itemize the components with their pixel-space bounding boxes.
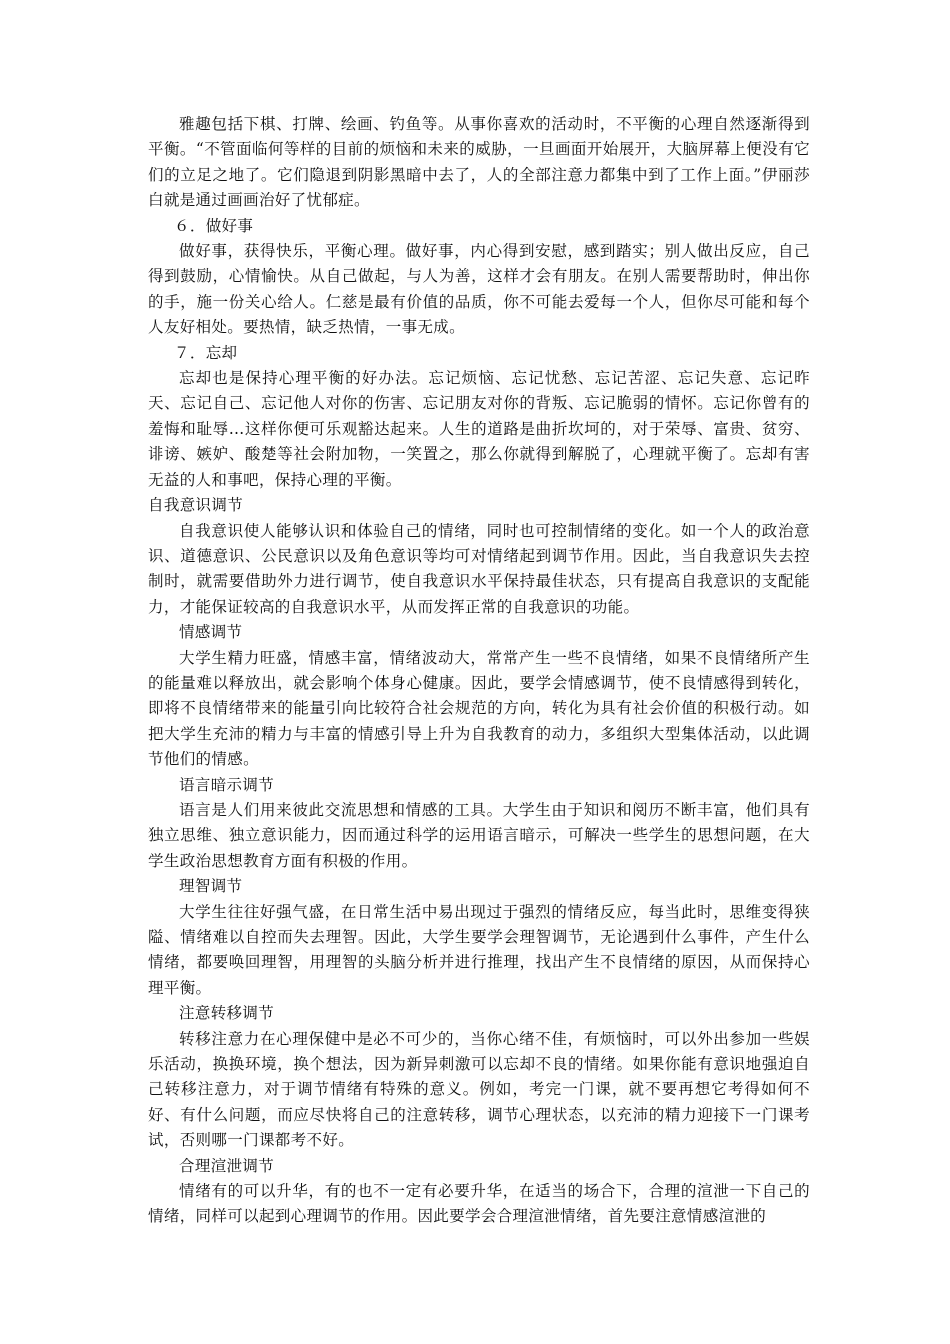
section-heading-attention-shift: 注意转移调节 xyxy=(179,1004,275,1023)
section-heading-emotion: 情感调节 xyxy=(179,623,243,642)
section-heading-self-awareness: 自我意识调节 xyxy=(148,496,244,515)
paragraph-hobbies: 雅趣包括下棋、打牌、绘画、钓鱼等。从事你喜欢的活动时，不平衡的心理自然逐渐得到平衡。“不管面临何等样的目前的烦恼和未来的威胁，一旦画面开始展开，大脑屏幕上便没有它们的立足之地了。它们隐退到阴影黑暗中去了，人的全部注意力都集中到了工作上面。”伊丽莎白就是通过画画治好了忧郁症。 xyxy=(148,115,810,210)
section-heading-forgetting: ７．忘却 xyxy=(174,343,238,362)
paragraph-forgetting: 忘却也是保持心理平衡的好办法。忘记烦恼、忘记忧愁、忘记苦涩、忘记失意、忘记昨天、忘记自己、忘记他人对你的伤害、忘记朋友对你的背叛、忘记脆弱的情怀。忘记你曾有的羞悔和耻辱…这样你便可乐观豁达起来。人生的道路是曲折坎坷的，对于荣辱、富贵、贫穷、诽谤、嫉妒、酸楚等社会附加物，一笑置之，那么你就得到解脱了，心理就平衡了。忘却有害无益的人和事吧，保持心理的平衡。 xyxy=(148,369,810,489)
paragraph-reason: 大学生往往好强气盛，在日常生活中易出现过于强烈的情绪反应，每当此时，思维变得狭隘、情绪难以自控而失去理智。因此，大学生要学会理智调节，无论遇到什么事件，产生什么情绪，都要唤回理智，用理智的头脑分析并进行推理，找出产生不良情绪的原因，从而保持心理平衡。 xyxy=(148,902,810,997)
section-heading-reason: 理智调节 xyxy=(179,877,243,896)
document-page xyxy=(148,112,810,1230)
section-heading-venting: 合理渲泄调节 xyxy=(179,1156,275,1175)
paragraph-good-deeds: 做好事，获得快乐，平衡心理。做好事，内心得到安慰，感到踏实；别人做出反应，自己得到鼓励，心情愉快。从自己做起，与人为善，这样才会有朋友。在别人需要帮助时，伸出你的手，施一份关心给人。仁慈是最有价值的品质，你不可能去爱每一个人，但你尽可能和每个人友好相处。要热情，缺乏热情，一事无成。 xyxy=(148,242,810,337)
section-heading-language-suggestion: 语言暗示调节 xyxy=(179,775,275,794)
paragraph-self-awareness: 自我意识使人能够认识和体验自己的情绪，同时也可控制情绪的变化。如一个人的政治意识、道德意识、公民意识以及角色意识等均可对情绪起到调节作用。因此，当自我意识失去控制时，就需要借助外力进行调节，使自我意识水平保持最佳状态，只有提高自我意识的支配能力，才能保证较高的自我意识水平，从而发挥正常的自我意识的功能。 xyxy=(148,521,810,616)
paragraph-language-suggestion: 语言是人们用来彼此交流思想和情感的工具。大学生由于知识和阅历不断丰富，他们具有独立思维、独立意识能力，因而通过科学的运用语言暗示，可解决一些学生的思想问题，在大学生政治思想教育方面有积极的作用。 xyxy=(148,800,810,870)
section-heading-good-deeds: ６．做好事 xyxy=(174,216,254,235)
paragraph-emotion: 大学生精力旺盛，情感丰富，情绪波动大，常常产生一些不良情绪，如果不良情绪所产生的能量难以释放出，就会影响个体身心健康。因此，要学会情感调节，使不良情感得到转化，即将不良情绪带来的能量引向比较符合社会规范的方向，转化为具有社会价值的积极行动。如把大学生充沛的精力与丰富的情感引导上升为自我教育的动力，多组织大型集体活动，以此调节他们的情感。 xyxy=(148,648,810,769)
paragraph-attention-shift: 转移注意力在心理保健中是必不可少的，当你心绪不佳，有烦恼时，可以外出参加一些娱乐活动，换换环境，换个想法，因为新异刺激可以忘却不良的情绪。如果你能有意识地强迫自己转移注意力，对于调节情绪有特殊的意义。例如，考完一门课，就不要再想它考得如何不好、有什么问题，而应尽快将自己的注意转移，调节心理状态，以充沛的精力迎接下一门课考试，否则哪一门课都考不好。 xyxy=(148,1029,810,1150)
paragraph-venting: 情绪有的可以升华，有的也不一定有必要升华，在适当的场合下，合理的渲泄一下自己的情绪，同样可以起到心理调节的作用。因此要学会合理渲泄情绪，首先要注意情感渲泄的 xyxy=(148,1182,810,1226)
